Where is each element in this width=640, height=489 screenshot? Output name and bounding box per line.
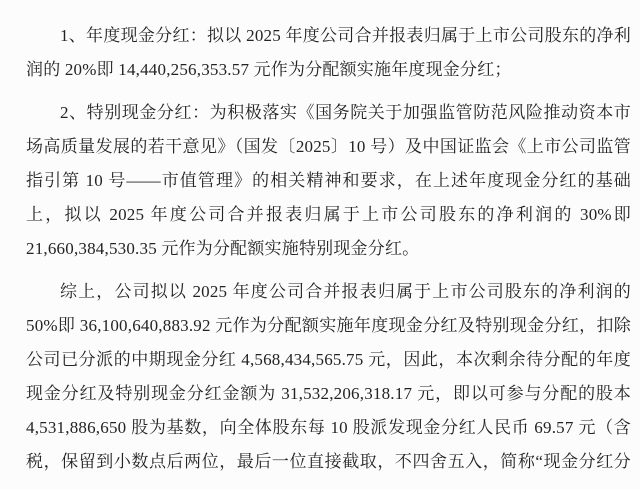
paragraph-annual-cash-dividend: 1、年度现金分红：拟以 2025 年度公司合并报表归属于上市公司股东的净利润的 20%即 14,440,256,353.57 元作为分配额实施年度现金分红； xyxy=(26,26,631,79)
paragraph-summary-distribution: 综上，公司拟以 2025 年度公司合并报表归属于上市公司股东的净利润的 50%即 36,100,640,883.92 元作为分配额实施年度现金分红及特别现金分红，扣除公司已分派的中期现金分红 4,568,434,565.75 元，因此，本次剩余待分配的年度现金分红及特别现金分红金额为 31,532,206,318.17 元，即以可参与分配的股本 4,531,886,650 股为基数，向全体股东每 10 股派发现金分红人民币 69.57 元（含税，保留到小数点后两位，最后一位直接截取，不四舍五入，简称“现金分红分 xyxy=(26,282,631,471)
paragraph-special-cash-dividend: 2、特别现金分红：为积极落实《国务院关于加强监管防范风险推动资本市场高质量发展的若干意见》（国发〔2025〕10 号）及中国证监会《上市公司监管指引第 10 号——市值管理》的相关精神和要求，在上述年度现金分红的基础上，拟以 2025 年度公司合并报表归属于上市公司股东的净利润的 30%即 21,660,384,530.35 元作为分配额实施特别现金分红。 xyxy=(26,103,631,258)
